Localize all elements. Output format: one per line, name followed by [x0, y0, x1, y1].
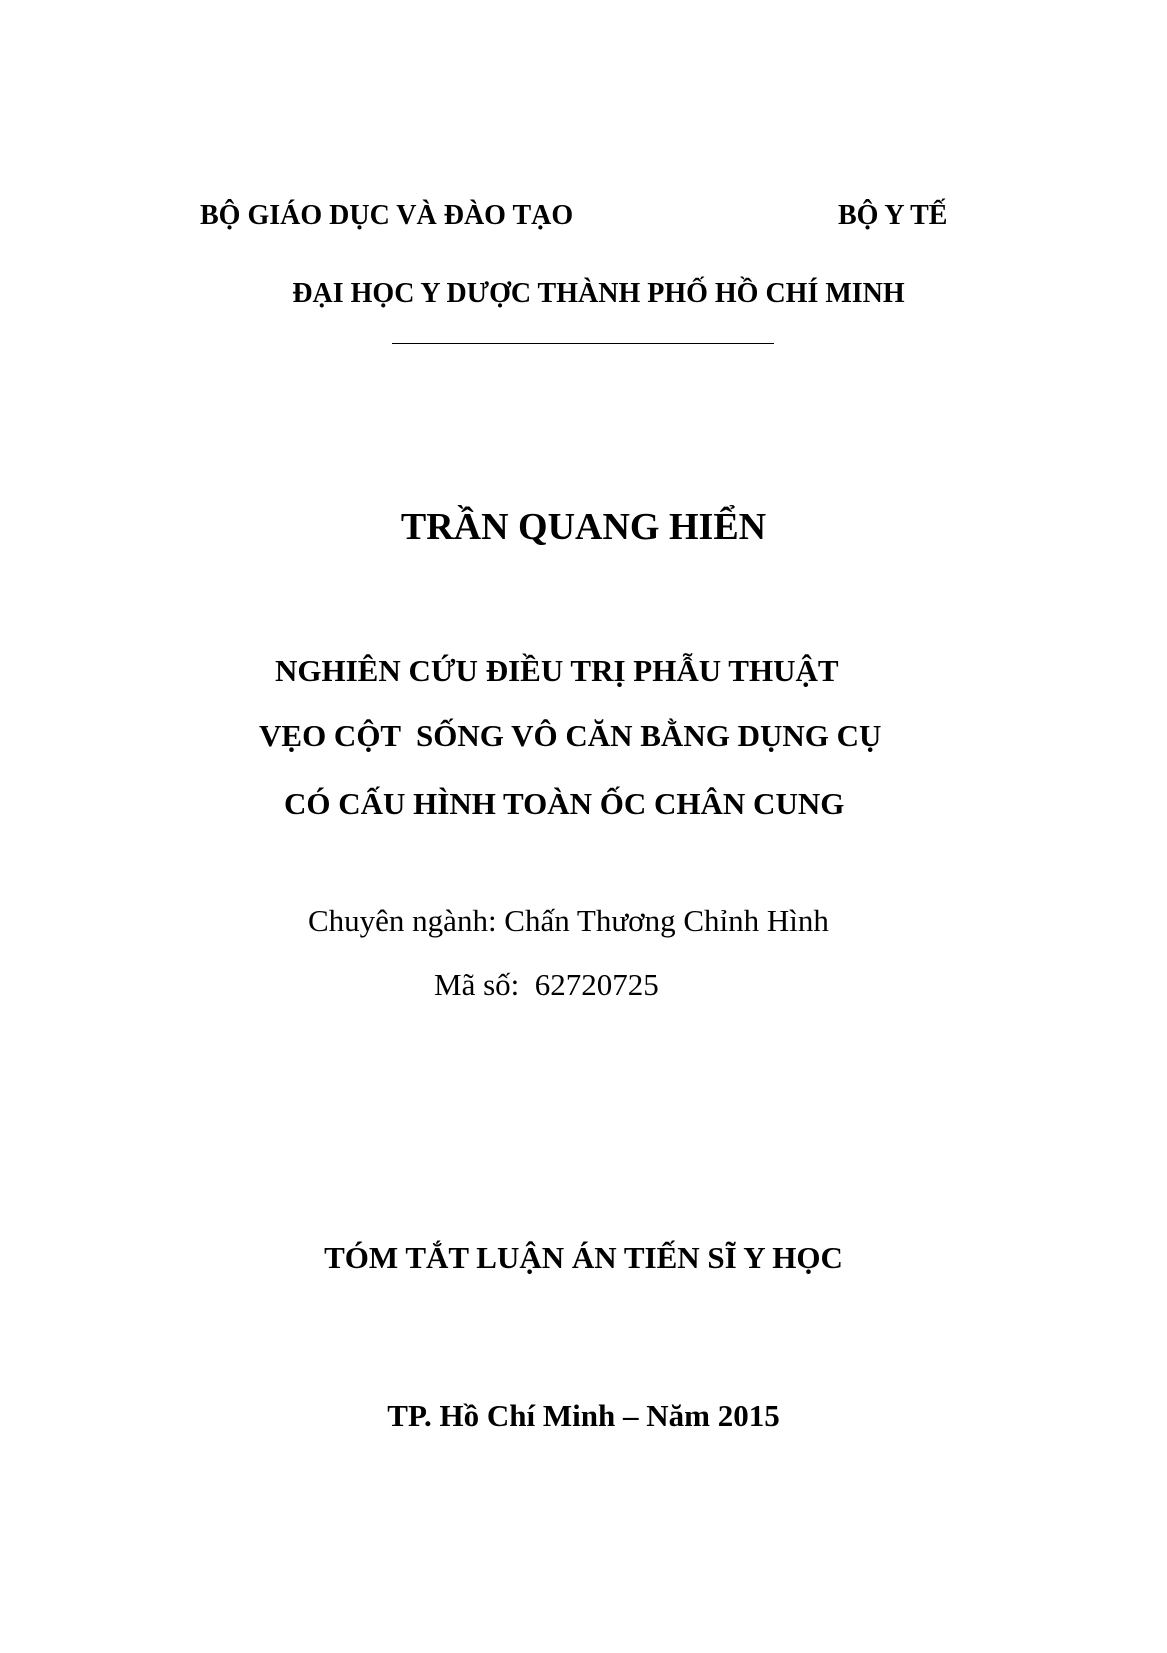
- ministry-education: BỘ GIÁO DỤC VÀ ĐÀO TẠO: [200, 200, 574, 231]
- document-type: TÓM TẮT LUẬN ÁN TIẾN SĨ Y HỌC: [324, 1240, 843, 1275]
- university-name: ĐẠI HỌC Y DƯỢC THÀNH PHỐ HỒ CHÍ MINH: [292, 278, 905, 309]
- author-name: TRẦN QUANG HIỂN: [400, 506, 767, 548]
- specialty-code: Mã số: 62720725: [434, 967, 659, 1002]
- thesis-title-line-1: NGHIÊN CỨU ĐIỀU TRỊ PHẪU THUẬT: [275, 653, 839, 688]
- ministry-health: BỘ Y TẾ: [838, 200, 948, 231]
- thesis-title-line-3: CÓ CẤU HÌNH TOÀN ỐC CHÂN CUNG: [284, 786, 845, 821]
- specialty-text: Chuyên ngành: Chấn Thương Chỉnh Hình: [308, 903, 829, 938]
- thesis-title-line-2: VẸO CỘT SỐNG VÔ CĂN BẰNG DỤNG CỤ: [259, 718, 882, 753]
- header-divider: [392, 343, 774, 344]
- place-year: TP. Hồ Chí Minh – Năm 2015: [387, 1398, 780, 1433]
